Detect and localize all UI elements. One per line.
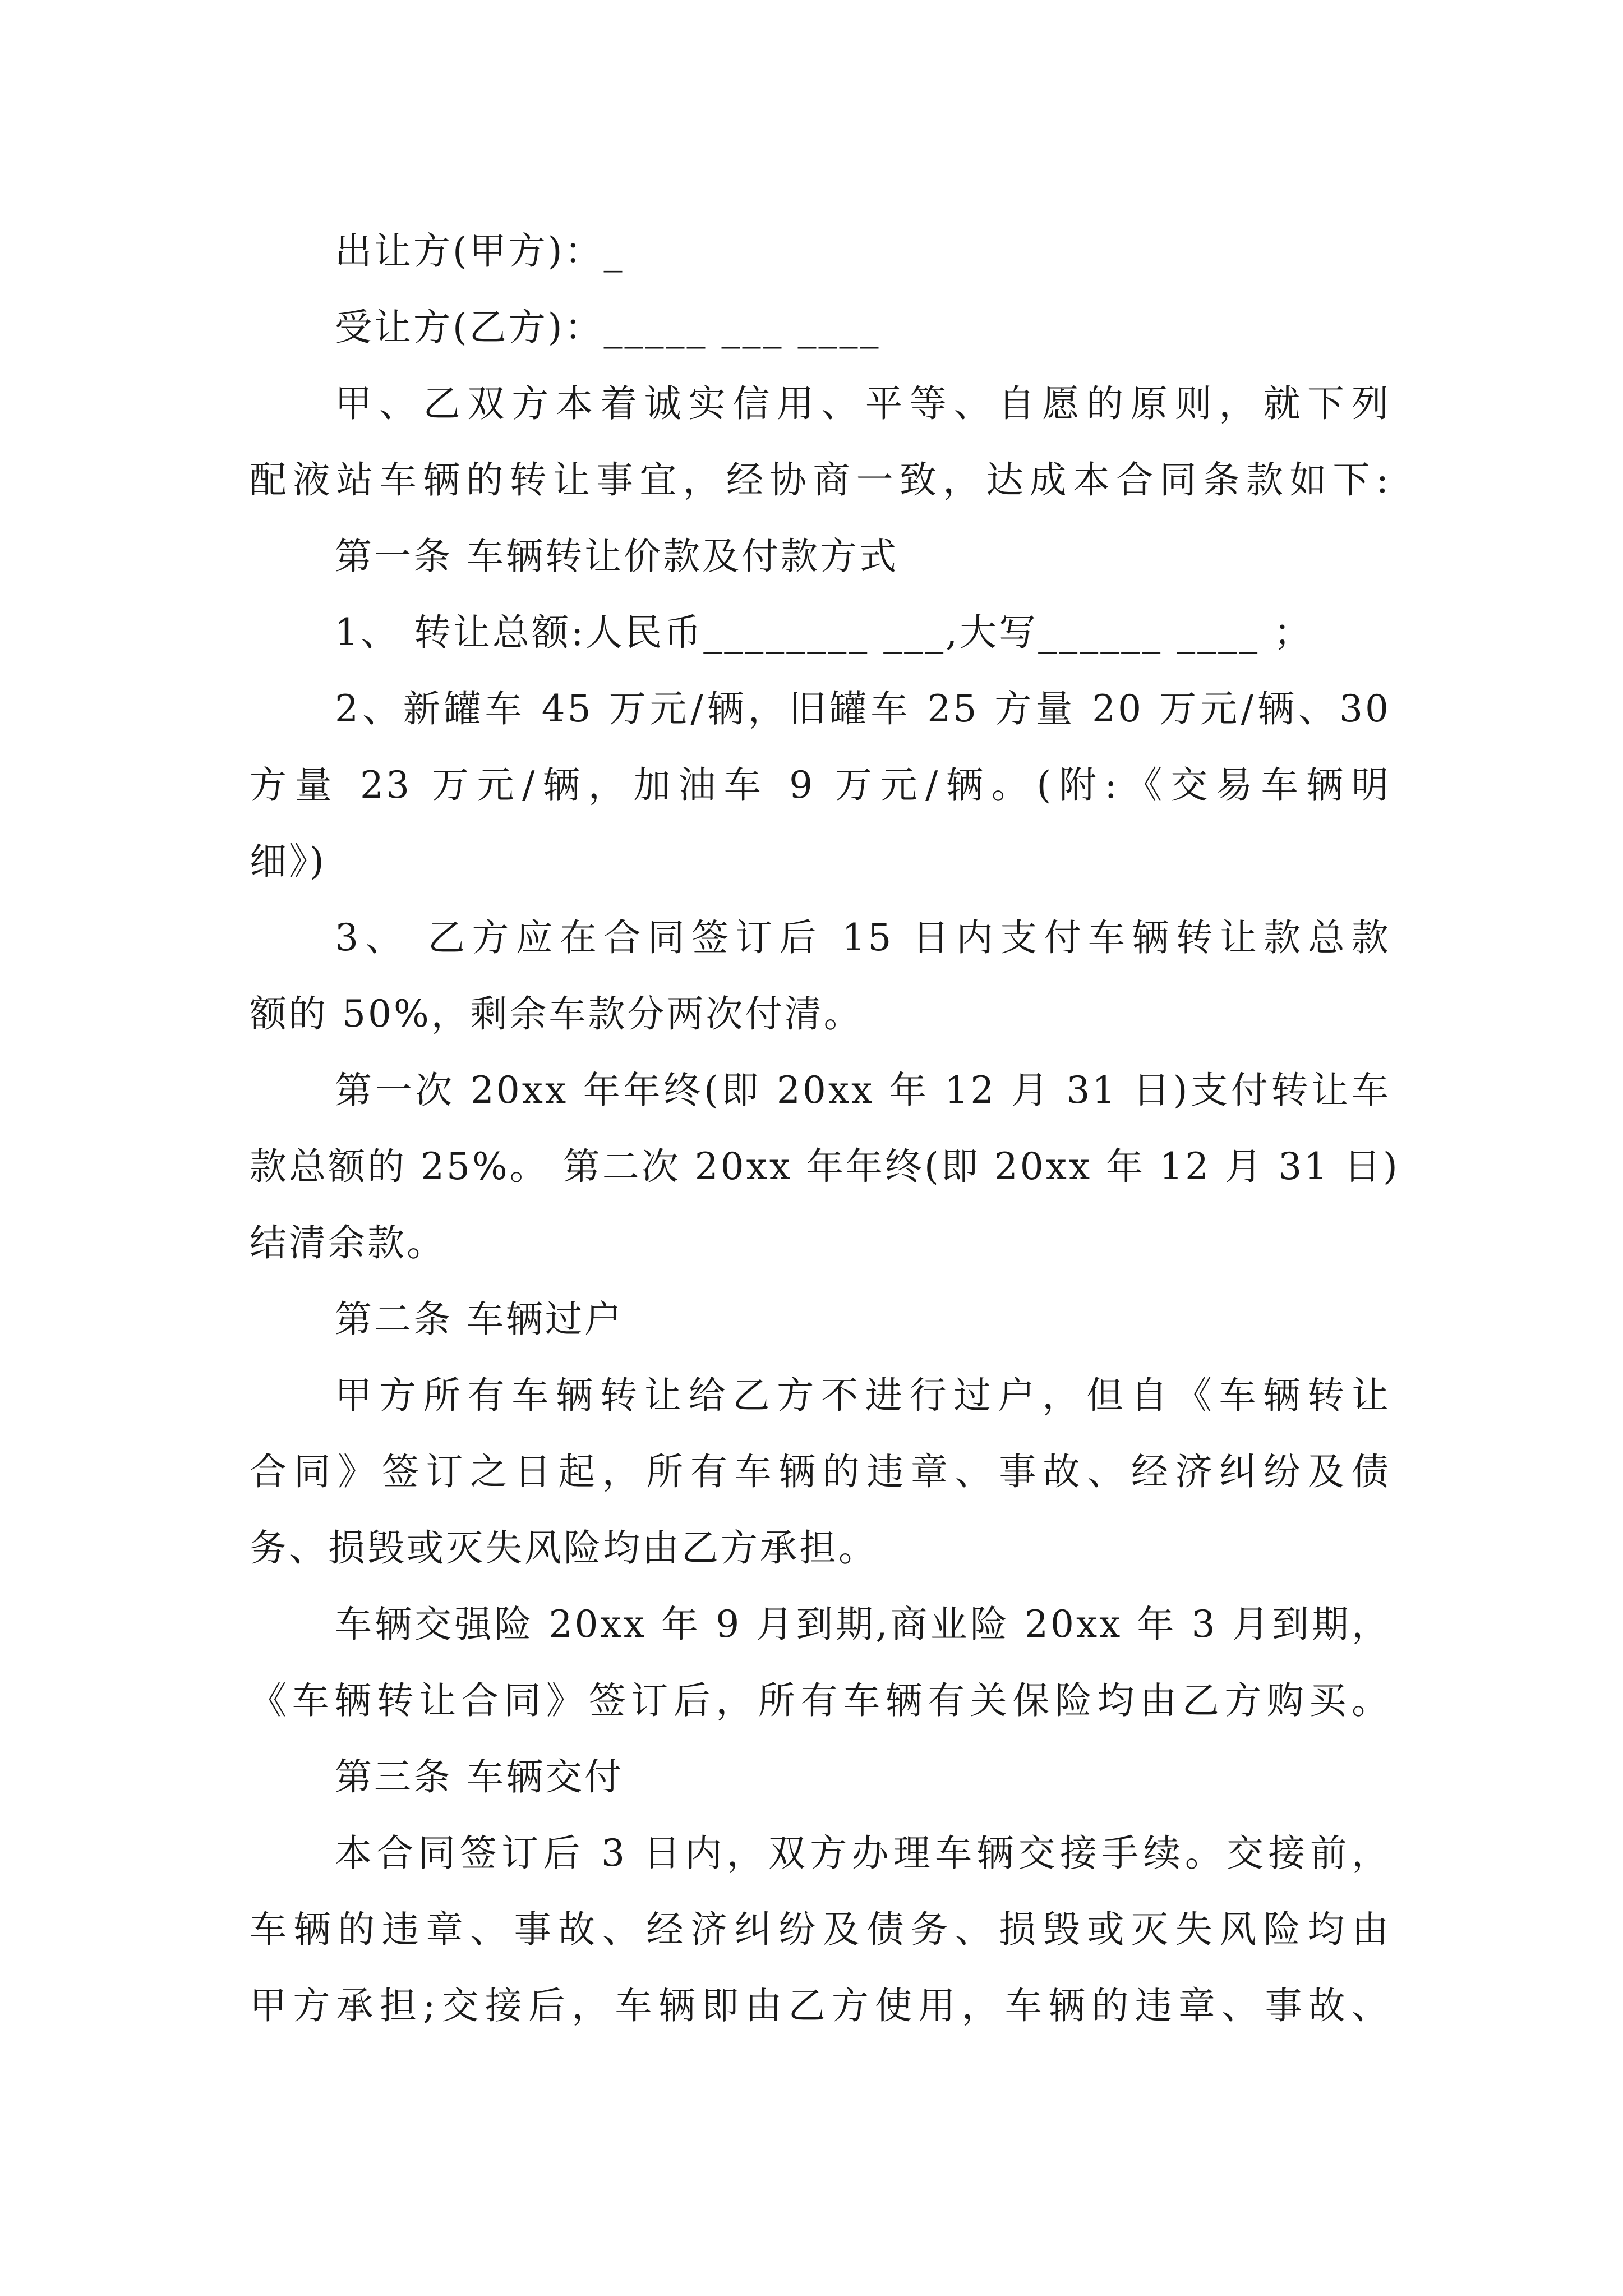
- clause-line: 车辆交强险 20xx 年 9 月到期,商业险 20xx 年 3 月到期，: [335, 1603, 1391, 1646]
- clause-line: 细》): [250, 840, 326, 883]
- contract-body: [250, 213, 1400, 2044]
- clause-line: 结清余款。: [250, 1221, 446, 1264]
- clause-line: 甲方所有车辆转让给乙方不进行过户，但自《车辆转让: [335, 1374, 1391, 1417]
- article-2-heading: 第二条 车辆过户: [335, 1297, 624, 1341]
- clause-line: 车辆的违章、事故、经济纠纷及债务、损毁或灭失风险均由: [250, 1908, 1391, 1951]
- article-3-heading: 第三条 车辆交付: [335, 1755, 624, 1798]
- clause-line: 本合同签订后 3 日内，双方办理车辆交接手续。交接前，: [335, 1832, 1391, 1875]
- preamble-line: 甲、乙双方本着诚实信用、平等、自愿的原则，就下列: [335, 382, 1391, 425]
- clause-line: 3、 乙方应在合同签订后 15 日内支付车辆转让款总款: [335, 916, 1391, 959]
- clause-line: 1、 转让总额:人民币________ ___,大写______ ____ ；: [335, 611, 1313, 654]
- party-b-line: 受让方(乙方)：_____ ___ ____: [335, 306, 881, 349]
- clause-line: 2、新罐车 45 万元/辆，旧罐车 25 方量 20 万元/辆、30: [335, 687, 1391, 730]
- clause-line: 《车辆转让合同》签订后，所有车辆有关保险均由乙方购买。: [250, 1679, 1391, 1722]
- clause-line: 第一次 20xx 年年终(即 20xx 年 12 月 31 日)支付转让车: [335, 1069, 1391, 1112]
- clause-line: 额的 50%，剩余车款分两次付清。: [250, 992, 863, 1036]
- preamble-line: 配液站车辆的转让事宜，经协商一致，达成本合同条款如下:: [250, 458, 1391, 501]
- clause-line: 款总额的 25%。 第二次 20xx 年年终(即 20xx 年 12 月 31 日): [250, 1145, 1400, 1188]
- article-1-heading: 第一条 车辆转让价款及付款方式: [335, 535, 898, 578]
- clause-line: 务、损毁或灭失风险均由乙方承担。: [250, 1526, 878, 1570]
- clause-line: 甲方承担;交接后，车辆即由乙方使用，车辆的违章、事故、: [250, 1984, 1391, 2027]
- clause-line: 合同》签订之日起，所有车辆的违章、事故、经济纠纷及债: [250, 1450, 1391, 1493]
- party-a-line: 出让方(甲方)：_: [335, 229, 625, 273]
- clause-line: 方量 23 万元/辆，加油车 9 万元/辆。(附:《交易车辆明: [250, 763, 1391, 807]
